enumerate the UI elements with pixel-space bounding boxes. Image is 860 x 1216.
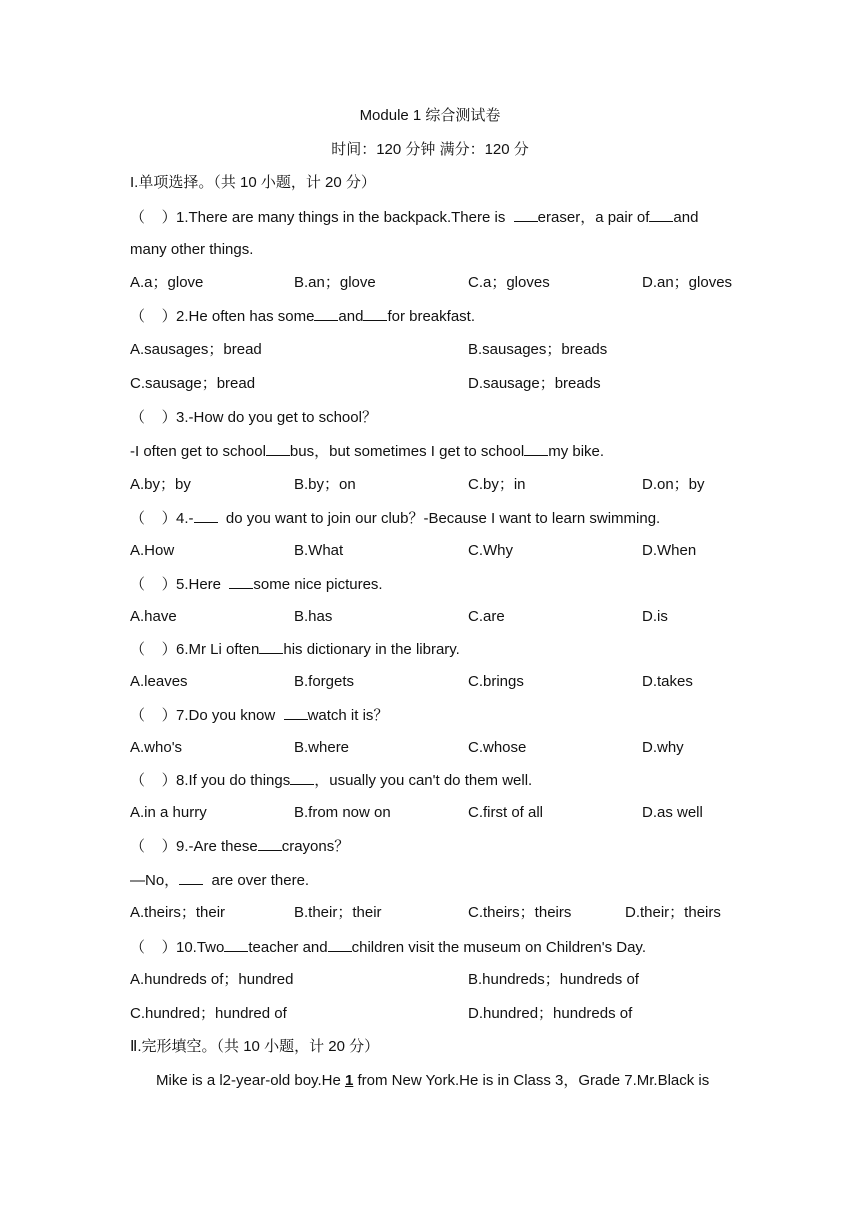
answer-paren[interactable]: （ ）	[130, 838, 177, 855]
answer-paren[interactable]: （ ）	[130, 707, 177, 724]
answer-paren[interactable]: （ ）	[130, 939, 177, 956]
q9-option-c: C.theirs；theirs	[468, 904, 572, 921]
q5-text-b: some nice pictures.	[253, 576, 383, 593]
question-9	[130, 836, 349, 857]
q7-option-c: C.whose	[468, 739, 527, 756]
q6-option-b: B.forgets	[294, 673, 355, 690]
blank-number-1: 1	[344, 1072, 354, 1089]
q2-text-b: and	[338, 308, 364, 325]
q5-option-b: B.has	[294, 608, 333, 625]
question-4	[130, 508, 660, 529]
q8-text-b: ，usually you can't do them well.	[314, 772, 533, 789]
q8-option-a: A.in a hurry	[130, 804, 207, 821]
blank	[258, 836, 282, 851]
q1-option-d: D.an；gloves	[642, 274, 733, 291]
q6-option-d: D.takes	[642, 673, 693, 690]
q9-text-a: 9.-Are these	[176, 838, 258, 855]
q8-option-d: D.as well	[642, 804, 703, 821]
q7-option-d: D.why	[642, 739, 684, 756]
q3-option-c: C.by；in	[468, 476, 526, 493]
blank	[229, 574, 253, 589]
q4-option-b: B.What	[294, 542, 344, 559]
q10-text-b: teacher and	[248, 939, 328, 956]
q2-option-d: D.sausage；breads	[468, 375, 601, 392]
blank	[328, 937, 352, 952]
answer-paren[interactable]: （ ）	[130, 772, 177, 789]
answer-paren[interactable]: （ ）	[130, 409, 177, 426]
q2-option-c: C.sausage；bread	[130, 375, 256, 392]
answer-paren[interactable]: （ ）	[130, 576, 177, 593]
section1-heading: I.单项选择。（共 10 小题，计 20 分）	[130, 174, 376, 191]
q4-option-a: A.How	[130, 542, 175, 559]
q2-option-a: A.sausages；bread	[130, 341, 262, 358]
blank	[259, 639, 283, 654]
q1-continuation: many other things.	[130, 241, 254, 258]
exam-meta: 时间：120 分钟 满分：120 分	[331, 141, 529, 158]
blank	[524, 441, 548, 456]
q9-option-b: B.their；their	[294, 904, 382, 921]
blank	[514, 207, 538, 222]
q2-option-b: B.sausages；breads	[468, 341, 608, 358]
q3-option-a: A.by；by	[130, 476, 191, 493]
q1-text-b: eraser，a pair of	[537, 209, 650, 226]
q6-text-b: his dictionary in the library.	[283, 641, 460, 658]
blank	[194, 508, 218, 523]
q4-option-d: D.When	[642, 542, 697, 559]
q3-l2-a: -I often get to school	[130, 443, 266, 460]
blank	[266, 441, 290, 456]
section2-heading: Ⅱ.完形填空。（共 10 小题，计 20 分）	[130, 1038, 380, 1055]
q8-option-c: C.first of all	[468, 804, 544, 821]
question-10	[130, 937, 646, 958]
q5-option-a: A.have	[130, 608, 177, 625]
blank	[314, 306, 338, 321]
q3-l2-c: my bike.	[548, 443, 605, 460]
q3-text-a: 3.-How do you get to school？	[176, 409, 377, 426]
passage-text-b: from New York.He is in Class 3，Grade 7.Mr.Black is	[353, 1072, 710, 1089]
answer-paren[interactable]: （ ）	[130, 510, 177, 527]
question-3	[130, 408, 377, 428]
answer-paren[interactable]: （ ）	[130, 641, 177, 658]
q9-l2-b: are over there.	[203, 872, 310, 889]
q9-option-a: A.theirs；their	[130, 904, 226, 921]
q3-option-b: B.by；on	[294, 476, 356, 493]
q10-option-d: D.hundred；hundreds of	[468, 1005, 633, 1022]
q2-text-a: 2.He often has some	[176, 308, 315, 325]
q4-text-a: 4.-	[176, 510, 194, 527]
passage-line-1	[156, 1071, 709, 1091]
q9-text-b: crayons？	[281, 838, 350, 855]
q1-text-c: and	[673, 209, 699, 226]
q5-text-a: 5.Here	[176, 576, 230, 593]
passage-text-a: Mike is a l2-year-old boy.He	[156, 1072, 345, 1089]
blank	[363, 306, 387, 321]
question-1	[130, 207, 698, 228]
q7-text-a: 7.Do you know	[176, 707, 284, 724]
q8-text-a: 8.If you do things	[176, 772, 291, 789]
question-2	[130, 306, 475, 327]
q10-text-c: children visit the museum on Children's Day.	[351, 939, 646, 956]
q1-option-a: A.a；glove	[130, 274, 204, 291]
q5-option-c: C.are	[468, 608, 505, 625]
q10-option-c: C.hundred；hundred of	[130, 1005, 287, 1022]
q7-text-b: watch it is？	[307, 707, 389, 724]
blank	[179, 870, 203, 885]
question-5	[130, 574, 383, 595]
question-8	[130, 770, 532, 791]
q5-option-d: D.is	[642, 608, 668, 625]
q1-option-b: B.an；glove	[294, 274, 376, 291]
q1-option-c: C.a；gloves	[468, 274, 550, 291]
q9-l2-a: —No，	[130, 872, 180, 889]
blank	[649, 207, 673, 222]
q4-option-c: C.Why	[468, 542, 513, 559]
page-title: Module 1 综合测试卷	[359, 107, 501, 124]
blank	[224, 937, 248, 952]
q6-text-a: 6.Mr Li often	[176, 641, 260, 658]
q9-option-d: D.their；theirs	[625, 904, 721, 921]
q10-option-b: B.hundreds；hundreds of	[468, 971, 639, 988]
q9-line-2	[130, 870, 309, 891]
q1-text-a: 1.There are many things in the backpack.There is	[176, 209, 514, 226]
answer-paren[interactable]: （ ）	[130, 209, 177, 226]
q3-l2-b: bus，but sometimes I get to school	[289, 443, 525, 460]
q6-option-c: C.brings	[468, 673, 524, 690]
q3-line-2	[130, 441, 604, 462]
q3-option-d: D.on；by	[642, 476, 705, 493]
question-7	[130, 705, 388, 726]
q2-text-c: for breakfast.	[387, 308, 475, 325]
q10-option-a: A.hundreds of；hundred	[130, 971, 294, 988]
question-6	[130, 639, 460, 660]
q7-option-a: A.who's	[130, 739, 183, 756]
blank	[284, 705, 308, 720]
answer-paren[interactable]: （ ）	[130, 308, 177, 325]
q10-text-a: 10.Two	[176, 939, 225, 956]
q8-option-b: B.from now on	[294, 804, 391, 821]
q4-text-b: do you want to join our club？-Because I want to learn swimming.	[217, 510, 661, 527]
q6-option-a: A.leaves	[130, 673, 188, 690]
blank	[290, 770, 314, 785]
q7-option-b: B.where	[294, 739, 350, 756]
